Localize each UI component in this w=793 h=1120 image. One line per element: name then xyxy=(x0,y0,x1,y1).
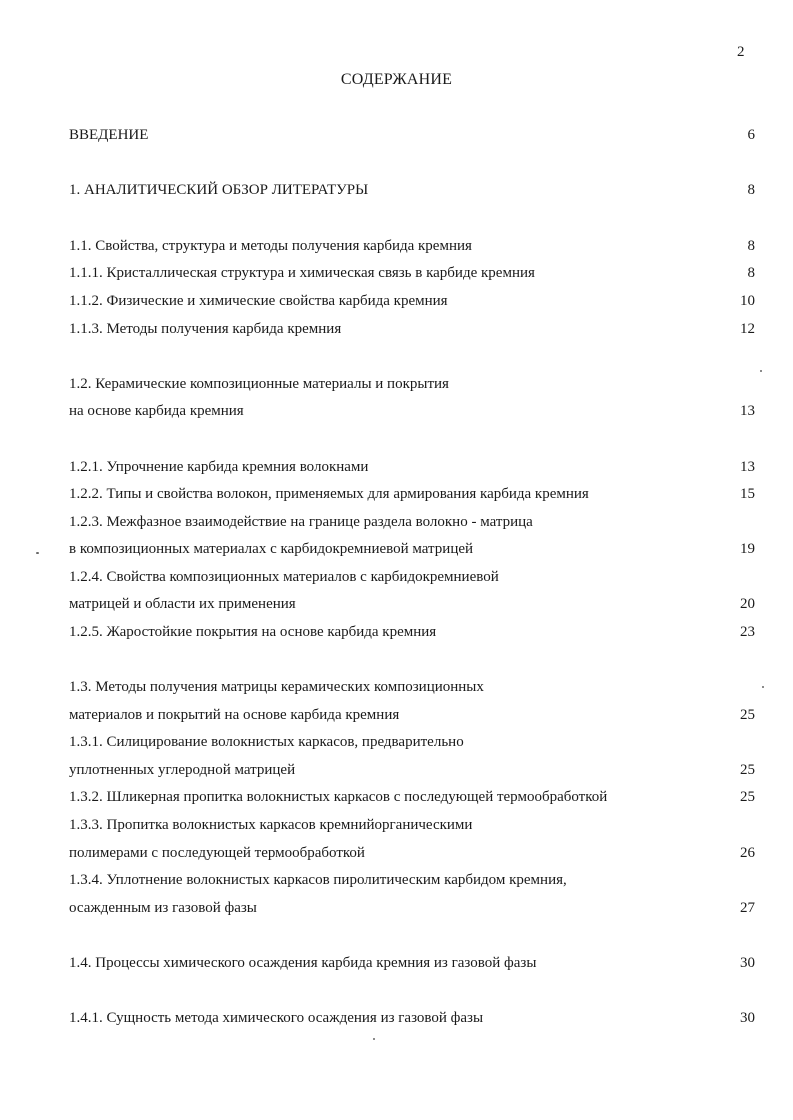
toc-entry-text: 1.3. Методы получения матрицы керамических композиционных xyxy=(69,679,484,695)
toc-entry xyxy=(0,569,793,591)
toc-entry xyxy=(0,789,793,811)
toc-entry-page: 13 xyxy=(740,403,755,419)
toc-entry-text: 1.3.2. Шликерная пропитка волокнистых каркасов с последующей термообработкой xyxy=(69,789,608,805)
toc-entry xyxy=(0,900,793,922)
toc-entry-page: 19 xyxy=(740,541,755,557)
toc-entry xyxy=(0,734,793,756)
toc-entry xyxy=(0,403,793,425)
scan-speck xyxy=(760,370,762,372)
toc-entry-text: 1.4.1. Сущность метода химического осаждения из газовой фазы xyxy=(69,1010,484,1026)
toc-entry-text: 1.3.4. Уплотнение волокнистых каркасов пиролитическим карбидом кремния, xyxy=(69,872,567,888)
toc-entry-text: материалов и покрытий на основе карбида кремния xyxy=(69,707,400,723)
toc-entry-page: 8 xyxy=(747,238,755,254)
toc-entry-page: 6 xyxy=(747,127,755,143)
toc-entry-text: ВВЕДЕНИЕ xyxy=(69,127,149,143)
toc-entry xyxy=(0,1010,793,1032)
toc-entry xyxy=(0,238,793,260)
toc-entry xyxy=(0,265,793,287)
toc-entry-text: 1.1. Свойства, структура и методы получения карбида кремния xyxy=(69,238,472,254)
toc-entry-text: на основе карбида кремния xyxy=(69,403,244,419)
toc-entry-page: 25 xyxy=(740,762,755,778)
toc-entry-text: уплотненных углеродной матрицей xyxy=(69,762,296,778)
toc-entry-text: 1.3.1. Силицирование волокнистых каркасов, предварительно xyxy=(69,734,464,750)
toc-entry xyxy=(0,321,793,343)
page-number: 2 xyxy=(737,44,745,60)
toc-entry xyxy=(0,182,793,204)
toc-entry-text: 1.1.2. Физические и химические свойства карбида кремния xyxy=(69,293,448,309)
page-title: СОДЕРЖАНИЕ xyxy=(340,71,453,88)
toc-entry-page: 30 xyxy=(740,955,755,971)
toc-entry-text: 1.1.3. Методы получения карбида кремния xyxy=(69,321,342,337)
toc-entry-text: осажденным из газовой фазы xyxy=(69,900,257,916)
toc-entry xyxy=(0,541,793,563)
toc-entry xyxy=(0,514,793,536)
toc-entry xyxy=(0,293,793,315)
toc-entry xyxy=(0,817,793,839)
toc-entry xyxy=(0,707,793,729)
toc-entry-text: 1.4. Процессы химического осаждения карбида кремния из газовой фазы xyxy=(69,955,537,971)
toc-entry-page: 15 xyxy=(740,486,755,502)
toc-entry-text: полимерами с последующей термообработкой xyxy=(69,845,365,861)
toc-entry xyxy=(0,955,793,977)
toc-entry-page: 8 xyxy=(747,265,755,281)
toc-entry-text: в композиционных материалах с карбидокремниевой матрицей xyxy=(69,541,474,557)
toc-entry-text: 1.3.3. Пропитка волокнистых каркасов кремнийорганическими xyxy=(69,817,473,833)
toc-entry-text: 1.2.4. Свойства композиционных материалов с карбидокремниевой xyxy=(69,569,499,585)
scan-speck xyxy=(373,1038,375,1040)
toc-entry xyxy=(0,376,793,398)
toc-entry-text: 1.2.5. Жаростойкие покрытия на основе карбида кремния xyxy=(69,624,437,640)
toc-entry-text: 1.2.3. Межфазное взаимодействие на границе раздела волокно - матрица xyxy=(69,514,533,530)
toc-entry-page: 30 xyxy=(740,1010,755,1026)
toc-entry-page: 12 xyxy=(740,321,755,337)
scan-speck xyxy=(36,552,39,554)
toc-entry-page: 20 xyxy=(740,596,755,612)
toc-entry xyxy=(0,459,793,481)
toc-entry-text: 1. АНАЛИТИЧЕСКИЙ ОБЗОР ЛИТЕРАТУРЫ xyxy=(69,182,369,198)
toc-entry-page: 23 xyxy=(740,624,755,640)
toc-entry-page: 8 xyxy=(747,182,755,198)
toc-entry xyxy=(0,845,793,867)
toc-entry-text: 1.2.2. Типы и свойства волокон, применяемых для армирования карбида кремния xyxy=(69,486,589,502)
toc-entry xyxy=(0,762,793,784)
toc-entry-text: 1.2.1. Упрочнение карбида кремния волокнами xyxy=(69,459,369,475)
toc-entry-text: 1.2. Керамические композиционные материалы и покрытия xyxy=(69,376,449,392)
toc-entry xyxy=(0,872,793,894)
toc-entry-page: 27 xyxy=(740,900,755,916)
toc-entry-page: 25 xyxy=(740,707,755,723)
toc-entry-page: 13 xyxy=(740,459,755,475)
toc-entry xyxy=(0,679,793,701)
toc-entry xyxy=(0,127,793,149)
toc-entry-text: 1.1.1. Кристаллическая структура и химическая связь в карбиде кремния xyxy=(69,265,535,281)
scan-speck xyxy=(762,686,764,688)
toc-entry xyxy=(0,624,793,646)
toc-entry-text: матрицей и области их применения xyxy=(69,596,296,612)
toc-entry xyxy=(0,596,793,618)
toc-entry-page: 10 xyxy=(740,293,755,309)
toc-entry-page: 26 xyxy=(740,845,755,861)
toc-entry xyxy=(0,486,793,508)
toc-entry-page: 25 xyxy=(740,789,755,805)
